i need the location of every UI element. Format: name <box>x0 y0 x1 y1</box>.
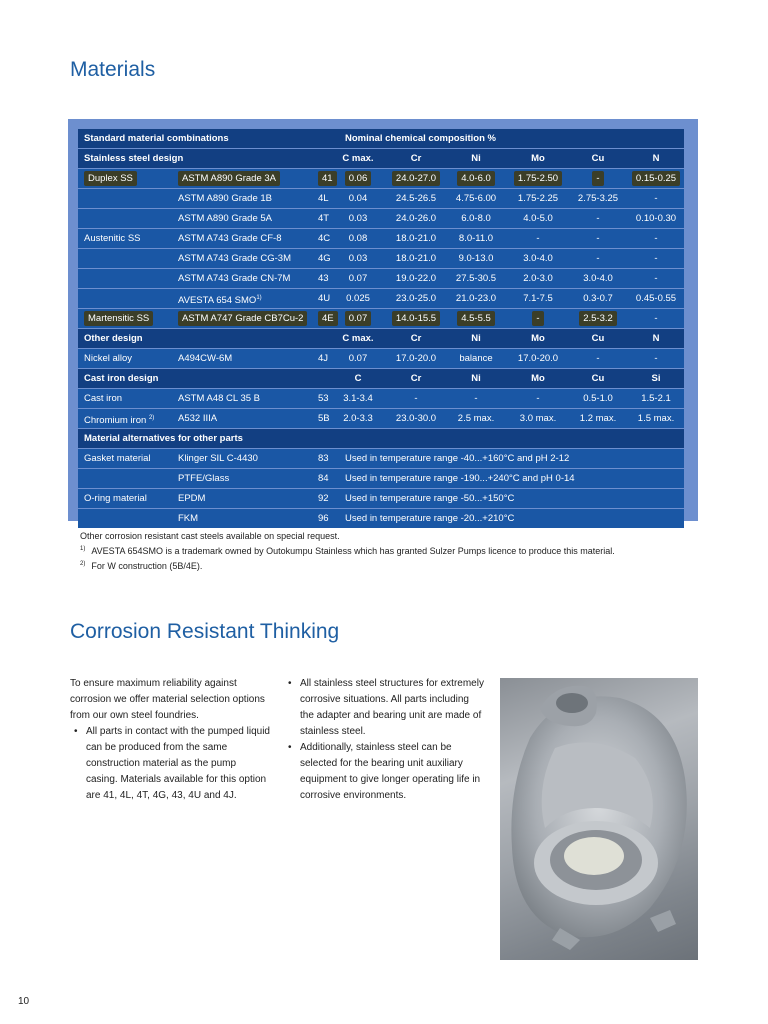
section-cast <box>78 369 684 388</box>
col-header: C max. <box>342 153 374 164</box>
pump-casing-photo <box>500 678 698 960</box>
cell-value: 0.03 <box>348 253 368 264</box>
header-standard: Standard material combinations <box>84 133 229 144</box>
col-header: N <box>652 153 660 164</box>
section-other <box>78 329 684 348</box>
cell-value: 18.0-21.0 <box>395 233 437 244</box>
cell-usage: Used in temperature range -40...+160°C and pH 2-12 <box>345 453 570 464</box>
cell-value: - <box>474 393 478 404</box>
table-row <box>78 269 684 288</box>
table-row <box>78 189 684 208</box>
cell-value: 18.0-21.0 <box>395 253 437 264</box>
col-header: Ni <box>471 333 481 344</box>
cell-grade: ASTM A747 Grade CB7Cu-2 <box>178 311 307 326</box>
cell-value: 19.0-22.0 <box>395 273 437 284</box>
table-row <box>78 489 684 508</box>
col-header: Mo <box>531 373 545 384</box>
col-header: Cr <box>410 333 422 344</box>
cell-code: 92 <box>318 493 329 504</box>
footnote-mark: 1) <box>256 295 262 301</box>
footnote-mark: 2) <box>80 561 86 567</box>
cell-grade: ASTM A743 Grade CG-3M <box>178 253 291 264</box>
cell-value: 24.0-27.0 <box>392 171 440 186</box>
col-header: Si <box>651 373 661 384</box>
cell-value: 2.5 max. <box>457 413 495 424</box>
cell-value: - <box>654 233 658 244</box>
footnote-mark: 2) <box>148 415 155 421</box>
table-row <box>78 169 684 188</box>
materials-title: Materials <box>70 58 156 81</box>
cell-value: 9.0-13.0 <box>458 253 494 264</box>
cell-usage: Used in temperature range -50...+150°C <box>345 493 515 504</box>
col-header: C max. <box>342 333 374 344</box>
cell-value: 4.75-6.00 <box>455 193 497 204</box>
table-row <box>78 229 684 248</box>
cell-value: 17.0-20.0 <box>395 353 437 364</box>
cell-value: 0.15-0.25 <box>632 171 680 186</box>
cell-value: 2.0-3.0 <box>523 273 553 284</box>
cell-code: 4L <box>318 193 329 204</box>
text-column-1 <box>70 676 270 804</box>
cell-value: - <box>536 393 540 404</box>
cell-value: 2.5-3.2 <box>579 311 617 326</box>
cell-value: 0.07 <box>348 273 368 284</box>
cell-code: 53 <box>318 393 329 404</box>
section-title: Other design <box>84 333 143 344</box>
cell-value: 4.0-6.0 <box>457 171 495 186</box>
cell-value: 2.0-3.3 <box>343 413 373 424</box>
cell-value: - <box>596 233 600 244</box>
table-header-row <box>78 129 684 148</box>
footnote-text: AVESTA 654SMO is a trademark owned by Outokumpu Stainless which has granted Sulzer Pumps licence to produce this material. <box>91 546 615 556</box>
cell-category: Gasket material <box>84 453 151 464</box>
footnote-mark: 1) <box>80 546 86 552</box>
cell-value: 1.2 max. <box>579 413 617 424</box>
cell-value: 24.0-26.0 <box>395 213 437 224</box>
cell-grade: EPDM <box>178 493 206 504</box>
materials-table-body <box>78 129 684 529</box>
table-row <box>78 409 684 428</box>
cell-usage: Used in temperature range -190...+240°C and pH 0-14 <box>345 473 575 484</box>
cell-code: 43 <box>318 273 329 284</box>
cell-category: Martensitic SS <box>84 311 153 326</box>
cell-code: 4C <box>318 233 331 244</box>
col-header: N <box>652 333 660 344</box>
table-row <box>78 509 684 528</box>
cell-value: 0.07 <box>345 311 372 326</box>
cell-grade: ASTM A890 Grade 3A <box>178 171 280 186</box>
cell-value: - <box>592 171 603 186</box>
cell-grade: PTFE/Glass <box>178 473 230 484</box>
cell-value: - <box>532 311 543 326</box>
cell-value: 4.5-5.5 <box>457 311 495 326</box>
cell-value: 27.5-30.5 <box>455 273 497 284</box>
text-column-2 <box>284 676 484 804</box>
cell-code: 4J <box>318 353 329 364</box>
cell-value: - <box>654 273 658 284</box>
cell-grade: Klinger SIL C-4430 <box>178 453 258 464</box>
cell-value: 4.0-5.0 <box>523 213 553 224</box>
cell-value: 0.45-0.55 <box>635 293 677 304</box>
section-title: Cast iron design <box>84 373 159 384</box>
col-header: Mo <box>531 153 545 164</box>
cell-value: 1.5-2.1 <box>641 393 671 404</box>
cell-value: 2.75-3.25 <box>577 193 619 204</box>
footnote-text: For W construction (5B/4E). <box>91 561 203 571</box>
cell-value: balance <box>459 353 493 364</box>
cell-value: 1.75-2.50 <box>514 171 562 186</box>
cell-value: - <box>536 233 540 244</box>
footnote-1 <box>80 543 615 558</box>
cell-value: 0.04 <box>348 193 368 204</box>
col-header: Cu <box>591 333 605 344</box>
cell-grade: A532 IIIA <box>178 413 218 424</box>
table-row <box>78 289 684 308</box>
cell-code: 41 <box>318 171 337 186</box>
cell-grade: ASTM A890 Grade 1B <box>178 193 272 204</box>
cell-value: 0.5-1.0 <box>583 393 613 404</box>
cell-value: 3.0-4.0 <box>523 253 553 264</box>
table-notes <box>80 530 615 573</box>
cell-value: 24.5-26.5 <box>395 193 437 204</box>
section-stainless <box>78 149 684 168</box>
table-row <box>78 249 684 268</box>
page-number: 10 <box>18 996 30 1007</box>
footnote-2 <box>80 558 615 573</box>
cell-value: 3.0-4.0 <box>583 273 613 284</box>
bullet-item: • All stainless steel structures for extremely corrosive situations. All parts including the adapter and bearing unit are made of stainless steel. <box>284 676 484 740</box>
cell-value: 23.0-25.0 <box>395 293 437 304</box>
bullet-item: • All parts in contact with the pumped liquid can be produced from the same construction material as the pump casing. Materials available for this option are 41, 4L, 4T, 4G, 43, 4U and 4J. <box>70 724 270 804</box>
bullet-item: • Additionally, stainless steel can be selected for the bearing unit auxiliary equipment to give longer operating life in corrosive environments. <box>284 740 484 804</box>
cell-grade: FKM <box>178 513 199 524</box>
cell-value: 0.08 <box>348 233 368 244</box>
materials-table <box>68 119 698 524</box>
cell-grade: AVESTA 654 SMO <box>178 295 257 307</box>
cell-value: 0.06 <box>345 171 372 186</box>
cell-value: 0.10-0.30 <box>635 213 677 224</box>
cell-grade: ASTM A743 Grade CN-7M <box>178 273 291 284</box>
col-header: Ni <box>471 373 481 384</box>
cell-code: 84 <box>318 473 329 484</box>
cell-value: - <box>414 393 418 404</box>
cell-code: 4G <box>318 253 331 264</box>
col-header: Mo <box>531 333 545 344</box>
cell-value: 8.0-11.0 <box>458 233 494 244</box>
cell-value: 1.75-2.25 <box>517 193 559 204</box>
cell-grade: ASTM A890 Grade 5A <box>178 213 272 224</box>
cell-grade: A494CW-6M <box>178 353 233 364</box>
cell-value: 0.03 <box>348 213 368 224</box>
cell-value: 3.0 max. <box>519 413 557 424</box>
cell-value: 1.5 max. <box>637 413 675 424</box>
col-header: Cu <box>591 153 605 164</box>
cell-value: 3.1-3.4 <box>343 393 373 404</box>
cell-code: 96 <box>318 513 329 524</box>
cell-usage: Used in temperature range -20...+210°C <box>345 513 515 524</box>
cell-value: 14.0-15.5 <box>392 311 440 326</box>
cell-code: 4T <box>318 213 330 224</box>
col-header: C <box>354 373 362 384</box>
cell-category: Chromium iron <box>84 415 147 427</box>
cell-value: 7.1-7.5 <box>523 293 553 304</box>
cell-value: - <box>654 193 658 204</box>
col-header: Cr <box>410 373 422 384</box>
cell-code: 5B <box>318 413 330 424</box>
col-header: Cu <box>591 373 605 384</box>
bullet-list <box>70 724 270 804</box>
cell-value: 0.3-0.7 <box>583 293 613 304</box>
cell-code: 4U <box>318 293 331 304</box>
cell-grade: ASTM A743 Grade CF-8 <box>178 233 282 244</box>
cell-value: - <box>596 353 600 364</box>
cell-category: Cast iron <box>84 393 123 404</box>
cell-value: 17.0-20.0 <box>517 353 559 364</box>
table-row <box>78 309 684 328</box>
cell-grade: ASTM A48 CL 35 B <box>178 393 261 404</box>
bullet-list <box>284 676 484 804</box>
note-line: Other corrosion resistant cast steels available on special request. <box>80 531 340 541</box>
cell-value: - <box>654 353 658 364</box>
table-row <box>78 389 684 408</box>
cell-value: - <box>654 253 658 264</box>
table-row <box>78 449 684 468</box>
cell-category: Austenitic SS <box>84 233 141 244</box>
cell-category: Nickel alloy <box>84 353 133 364</box>
cell-value: 0.07 <box>348 353 368 364</box>
cell-value: 0.025 <box>346 293 370 304</box>
cell-value: - <box>596 213 600 224</box>
section-alternatives <box>78 429 684 448</box>
section-title: Stainless steel design <box>84 153 184 164</box>
col-header: Cr <box>410 153 422 164</box>
cell-value: 21.0-23.0 <box>455 293 497 304</box>
table-row <box>78 349 684 368</box>
cell-code: 83 <box>318 453 329 464</box>
cell-code: 4E <box>318 311 338 326</box>
cell-value: - <box>596 253 600 264</box>
cell-category: Duplex SS <box>84 171 137 186</box>
header-nominal: Nominal chemical composition % <box>345 133 496 144</box>
cell-value: - <box>654 313 658 324</box>
cell-value: 6.0-8.0 <box>461 213 491 224</box>
cell-category: O-ring material <box>84 493 147 504</box>
intro-paragraph: To ensure maximum reliability against corrosion we offer material selection options from our own steel foundries. <box>70 678 265 721</box>
section-title: Material alternatives for other parts <box>84 433 243 444</box>
cell-value: 23.0-30.0 <box>395 413 437 424</box>
table-row <box>78 209 684 228</box>
table-row <box>78 469 684 488</box>
pump-casing-illustration <box>500 678 698 960</box>
col-header: Ni <box>471 153 481 164</box>
corrosion-title: Corrosion Resistant Thinking <box>70 620 340 643</box>
